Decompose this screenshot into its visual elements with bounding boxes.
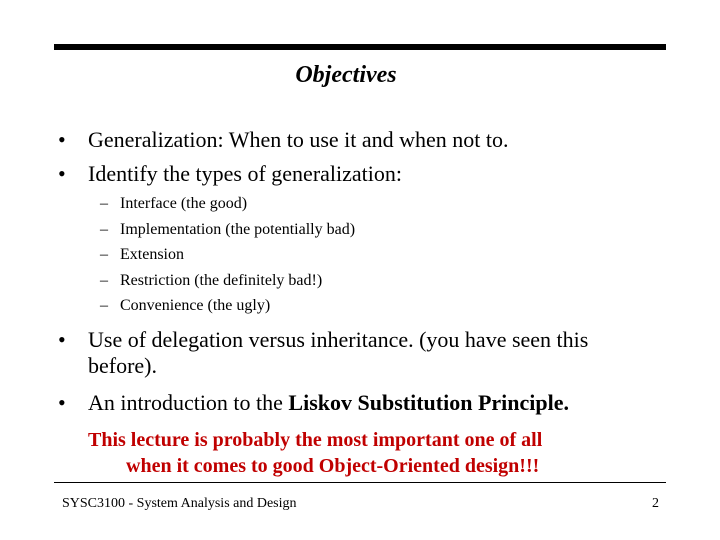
subitem-text: Interface (the good) — [120, 195, 248, 212]
bullet-marker: • — [58, 327, 66, 352]
page-number: 2 — [652, 496, 659, 511]
bullet-marker: • — [58, 127, 66, 152]
note-line2: when it comes to good Object-Oriented design!!! — [126, 455, 540, 477]
bullet-text: Generalization: When to use it and when not to. — [88, 127, 509, 152]
bullet-text-line2: before). — [88, 353, 158, 378]
bullet-text: Identify the types of generalization: — [88, 161, 402, 186]
dash-marker: – — [100, 272, 108, 289]
bottom-rule — [54, 482, 666, 483]
subitem-text: Extension — [120, 246, 184, 263]
subitem-text: Implementation (the potentially bad) — [120, 221, 356, 238]
note-line1: This lecture is probably the most important one of all — [88, 429, 543, 451]
footer-course: SYSC3100 - System Analysis and Design — [62, 496, 297, 511]
slide-title: Objectives — [295, 62, 397, 88]
dash-marker: – — [100, 221, 108, 238]
bullet-marker: • — [58, 390, 66, 415]
bullet-text: An introduction to the — [88, 390, 289, 415]
subitem-text: Restriction (the definitely bad!) — [120, 272, 323, 289]
subitem-text: Convenience (the ugly) — [120, 297, 271, 314]
bullet-text-line1: Use of delegation versus inheritance. (you have seen this — [88, 327, 589, 352]
dash-marker: – — [100, 297, 108, 314]
liskov-principle-term: Liskov Substitution Principle. — [288, 390, 569, 415]
dash-marker: – — [100, 195, 108, 212]
bullet-marker: • — [58, 161, 66, 186]
top-rule — [54, 44, 666, 50]
dash-marker: – — [100, 246, 108, 263]
